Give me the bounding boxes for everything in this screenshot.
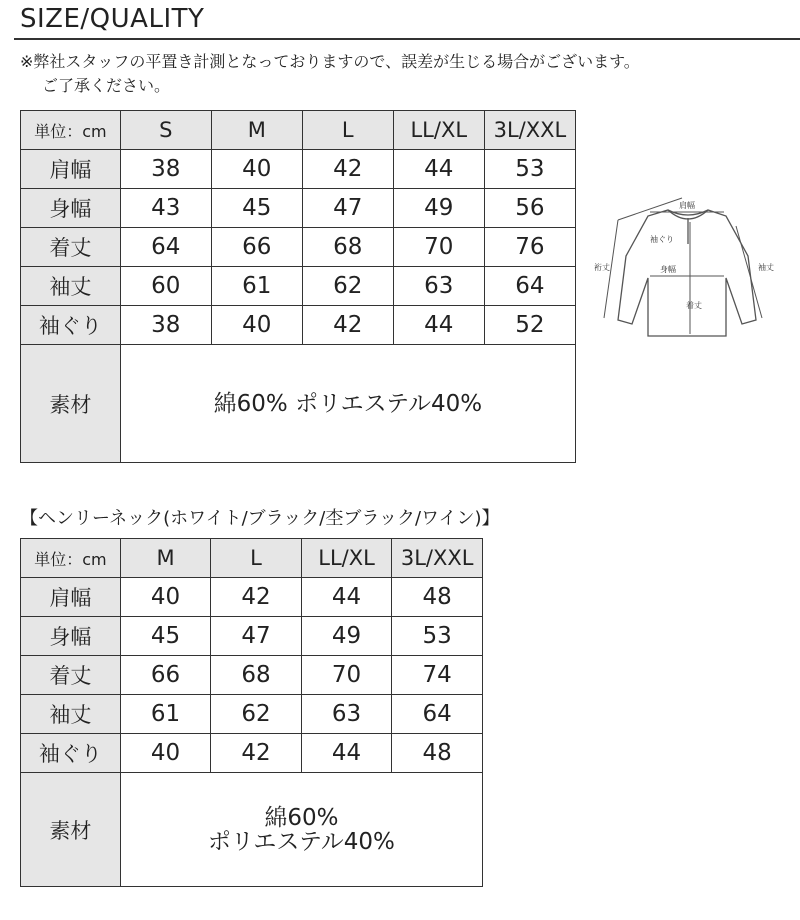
row-label: 肩幅 [21,150,121,189]
table-cell: 40 [211,150,302,189]
note-line-2: ご了承ください。 [42,76,171,95]
material-line-1: 綿60% [264,804,339,831]
table-cell: 42 [211,578,301,617]
table-cell: 61 [120,695,210,734]
table-cell: 63 [393,267,484,306]
material-row [21,345,576,463]
material-label: 素材 [21,773,121,887]
table-row [21,150,576,189]
section-2-caption: 【ヘンリーネック(ホワイト/ブラック/杢ブラック/ワイン)】 [20,508,500,529]
table-row [21,228,576,267]
column-header: 3L/XXL [484,111,575,150]
diagram-label-sleeve: 袖丈 [758,263,774,272]
table-cell: 42 [302,306,393,345]
row-label: 肩幅 [21,578,121,617]
table-cell: 64 [120,228,211,267]
measurement-note [20,50,790,98]
row-label: 身幅 [21,617,121,656]
table-cell: 53 [484,150,575,189]
size-table-1 [20,110,576,463]
table-cell: 70 [393,228,484,267]
table-row [21,617,483,656]
table-cell: 42 [211,734,301,773]
table-cell: 45 [211,189,302,228]
table-row [21,695,483,734]
table-cell: 44 [301,578,392,617]
table-cell: 63 [301,695,392,734]
sleeve-arrow [736,226,762,318]
table-cell: 44 [393,150,484,189]
column-header: 3L/XXL [392,539,483,578]
table-cell: 62 [302,267,393,306]
table-cell: 61 [211,267,302,306]
table-row [21,267,576,306]
table-cell: 60 [120,267,211,306]
table-cell: 47 [302,189,393,228]
table-cell: 56 [484,189,575,228]
table-row [21,578,483,617]
column-header: M [211,111,302,150]
row-label: 身幅 [21,189,121,228]
note-line-1: ※弊社スタッフの平置き計測となっておりますので、誤差が生じる場合がございます。 [20,52,640,71]
row-label: 袖ぐり [21,306,121,345]
table-cell: 40 [211,306,302,345]
row-label: 袖丈 [21,695,121,734]
table-row [21,306,576,345]
column-header: L [302,111,393,150]
column-header: M [120,539,210,578]
table-cell: 70 [301,656,392,695]
row-label: 袖ぐり [21,734,121,773]
diagram-label-shoulder: 肩幅 [679,201,695,210]
diagram-label-body-width: 身幅 [660,265,676,274]
row-label: 着丈 [21,656,121,695]
column-header: S [120,111,211,150]
row-label: 着丈 [21,228,121,267]
table-cell: 49 [393,189,484,228]
table-cell: 40 [120,734,210,773]
table-row [21,734,483,773]
table-cell: 42 [302,150,393,189]
table-header-row [21,111,576,150]
diagram-label-armhole: 袖ぐり [650,235,674,244]
table-header-row [21,539,483,578]
diagram-label-length: 着丈 [686,301,702,310]
unit-cell: 単位：cm [21,539,121,578]
table-cell: 47 [211,617,301,656]
table-cell: 66 [120,656,210,695]
table-cell: 74 [392,656,483,695]
table-cell: 49 [301,617,392,656]
size-table-2 [20,538,483,887]
table-cell: 48 [392,578,483,617]
title-divider [14,38,800,40]
material-row [21,773,483,887]
garment-diagram [590,186,778,346]
row-label: 袖丈 [21,267,121,306]
table-cell: 44 [301,734,392,773]
table-cell: 64 [392,695,483,734]
table-row [21,189,576,228]
table-cell: 52 [484,306,575,345]
column-header: LL/XL [301,539,392,578]
material-value [120,773,482,887]
table-cell: 38 [120,306,211,345]
material-label: 素材 [21,345,121,463]
material-line-2: ポリエステル40% [207,828,395,855]
table-cell: 44 [393,306,484,345]
table-cell: 66 [211,228,302,267]
shirt-outline [618,210,756,336]
table-cell: 62 [211,695,301,734]
column-header: L [211,539,301,578]
table-cell: 76 [484,228,575,267]
table-cell: 48 [392,734,483,773]
table-cell: 38 [120,150,211,189]
table-cell: 53 [392,617,483,656]
table-cell: 40 [120,578,210,617]
table-cell: 45 [120,617,210,656]
table-cell: 68 [211,656,301,695]
column-header: LL/XL [393,111,484,150]
material-value: 綿60% ポリエステル40% [120,345,575,463]
diagram-label-yuki: 裄丈 [594,263,610,272]
table-cell: 68 [302,228,393,267]
unit-cell: 単位：cm [21,111,121,150]
table-cell: 64 [484,267,575,306]
table-row [21,656,483,695]
table-cell: 43 [120,189,211,228]
page-title: SIZE/QUALITY [20,4,205,34]
